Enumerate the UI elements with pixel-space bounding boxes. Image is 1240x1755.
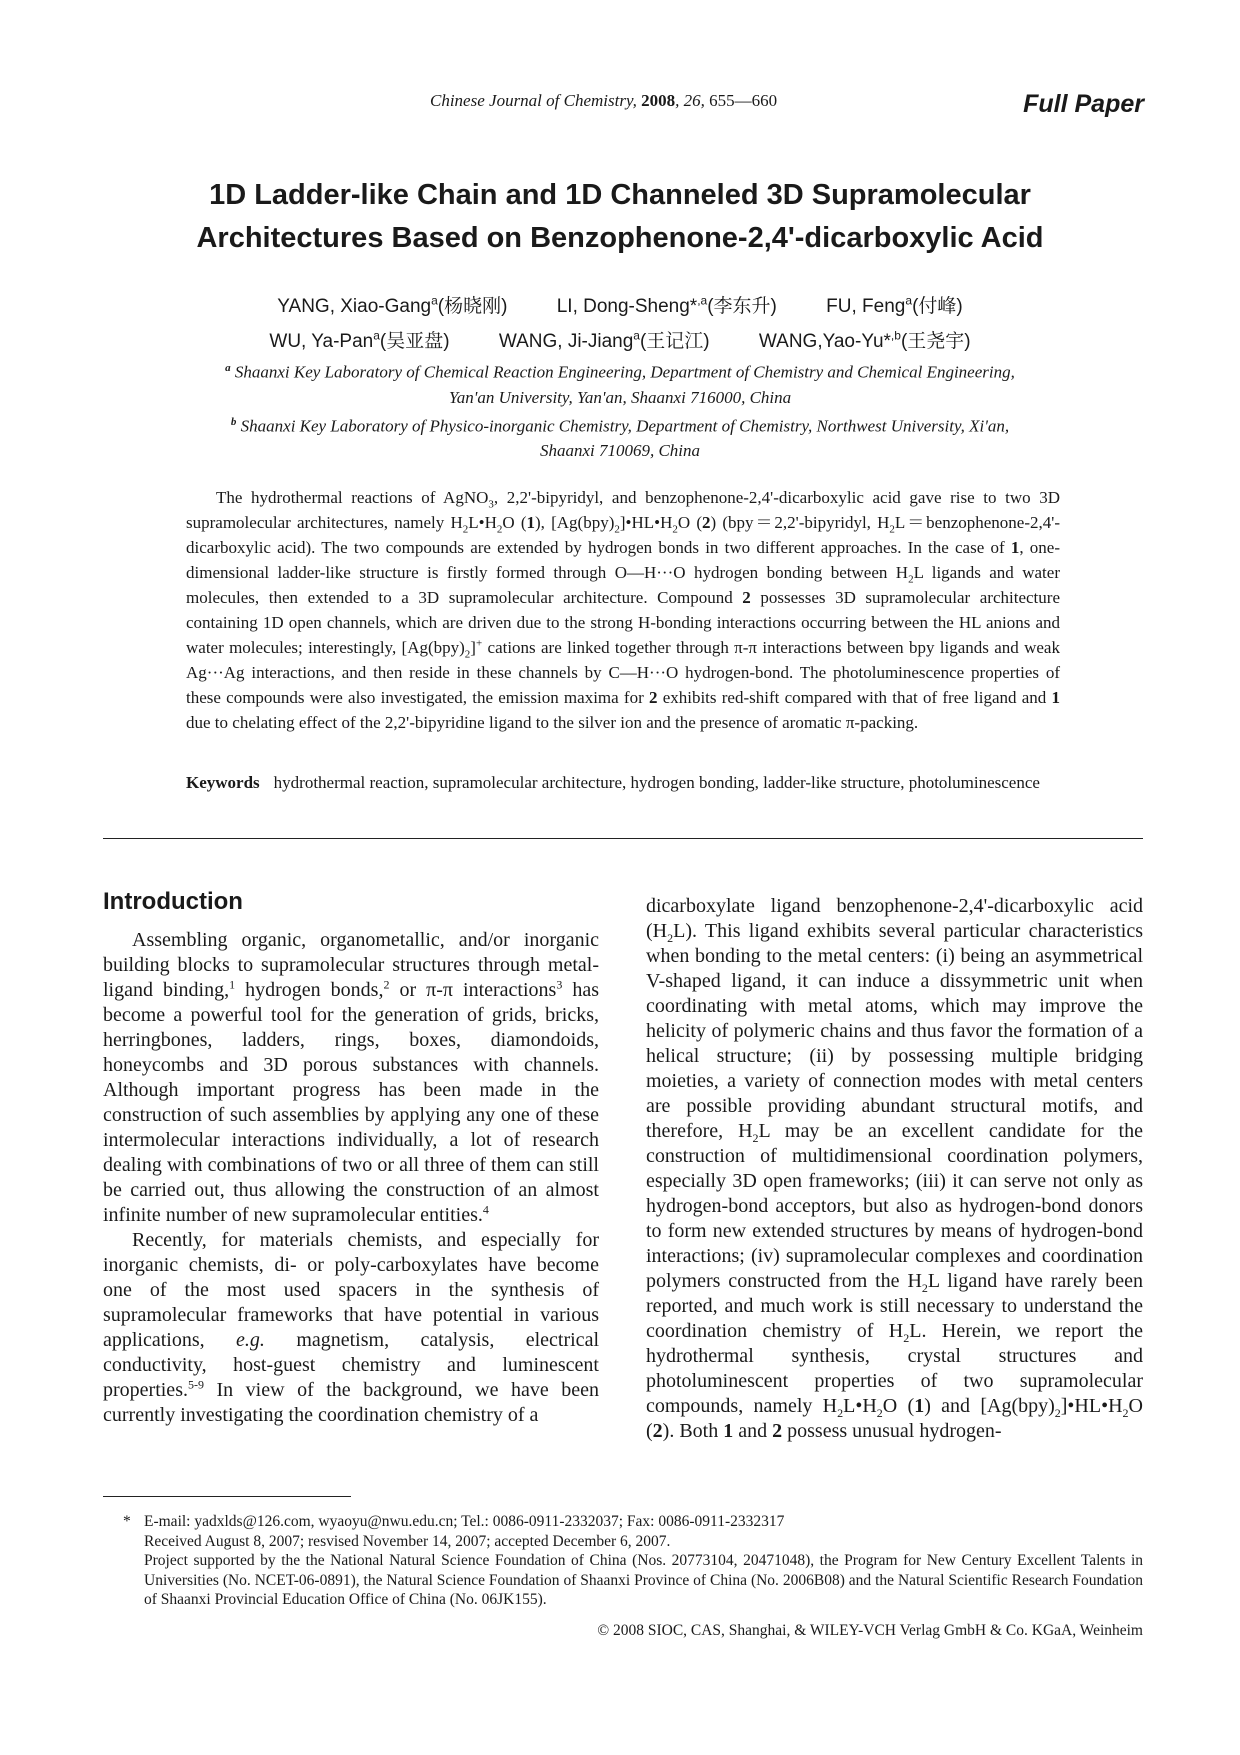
intro-paragraph-2: Recently, for materials chemists, and especially for inorganic chemists, di- or poly-carboxylates have become one of the most used spacers in the synthesis of supramolecular frameworks that have potential in various applications, e.g. magnetism, catalysis, electrical conductivity, host-guest chemistry and luminescent properties.$^{5-9}$ In view of the background, we have been currently investigating the coordination chemistry of a — [103, 1229, 599, 1426]
intro-paragraph-3: dicarboxylate ligand benzophenone-2,4'-dicarboxylic acid $(H_2L)$. This ligand exhibits several particular characteristics when bonding to the metal centers: (i) being an asymmetrical V-shaped ligand, it can induce a dissymmetric unit when coordinating with metal atoms, which may improve the helicity of polymeric chains and thus favor the formation of a helical structure; (ii) by possessing multiple bridging moieties, a variety of connection modes with metal centers are possible providing abundant structural motifs, and therefore, $H_2L$ may be an excellent candidate for the construction of multidimensional coordination polymers, especially 3D open frameworks; (iii) it can serve not only as hydrogen-bond acceptors, but also as hydrogen-bond donors to form new extended structures by means of hydrogen-bond interactions; (iv) supramolecular complexes and coordination polymers constructed from the $H_2L$ ligand have rarely been reported, and much work is still necessary to understand the coordination chemistry of $H_2L$. Herein, we report the hydrothermal synthesis, crystal structures and photoluminescent properties of two supramolecular compounds, namely $H_2L•H_2O$ (1) and $[Ag(bpy)_2]•HL•H_2O$ (2). Both 1 and 2 possess unusual hydrogen- — [646, 895, 1144, 1442]
author: WU, Ya-Pan$^a$(吴亚盘) — [269, 328, 450, 352]
affiliation-b: $^b$ Shaanxi Key Laboratory of Physico-inorganic Chemistry, Department of Chemistry, Northwest University, Xi'an, Shaanxi 710069, China — [230, 415, 1010, 461]
paper-title — [120, 174, 1120, 260]
keywords-label: Keywords — [186, 773, 260, 792]
section-divider — [103, 838, 1143, 839]
footnote-contact: * E-mail: yadxlds@126.com, wyaoyu@nwu.edu.cn; Tel.: 0086-0911-2332037; Fax: 0086-0911-2332317 — [123, 1513, 785, 1530]
journal-name: Chinese Journal of Chemistry, — [430, 91, 637, 110]
author-list — [120, 287, 1120, 356]
title-line-2: Architectures Based on Benzophenone-2,4'-dicarboxylic Acid — [196, 222, 1044, 254]
copyright: © 2008 SIOC, CAS, Shanghai, & WILEY-VCH Verlag GmbH & Co. KGaA, Weinheim — [597, 1622, 1143, 1639]
keywords — [186, 770, 1060, 795]
keywords-text: hydrothermal reaction, supramolecular architecture, hydrogen bonding, ladder-like structure, photoluminescence — [273, 773, 1040, 792]
intro-right-column — [646, 894, 1143, 1444]
journal-volume: 26, — [683, 91, 705, 110]
journal-citation: Chinese Journal of Chemistry, 2008, 26, 655—660 — [430, 91, 778, 110]
author-row-1 — [120, 287, 1120, 321]
affiliations — [150, 356, 1090, 463]
author: WANG, Ji-Jiang$^a$(王记江) — [498, 328, 710, 352]
author: WANG,Yao-Yu*$^{,b}$(王尧宇) — [758, 328, 971, 352]
footnote-funding: Project supported by the the National Natural Science Foundation of China (Nos. 20773104, 20471048), the Program for New Century Excellent Talents in Universities (No. NCET-06-0891), the Natural Science Foundation of Shaanxi Province of China (No. 2006B08) and the Natural Scientific Research Foundation of Shaanxi Provincial Education Office of China (No. 06JK155). — [144, 1552, 1143, 1608]
title-line-1: 1D Ladder-like Chain and 1D Channeled 3D Supramolecular — [209, 179, 1031, 211]
footnote-received: Received August 8, 2007; resvised November 14, 2007; accepted December 6, 2007. — [144, 1532, 671, 1550]
journal-year: 2008 — [641, 91, 676, 110]
article-type: Full Paper — [1023, 90, 1144, 118]
footnote-rule — [103, 1496, 351, 1497]
footnotes — [120, 1512, 1143, 1610]
intro-paragraph-1: Assembling organic, organometallic, and/or inorganic building blocks to supramolecular structures through metal-ligand binding,$^1$ hydrogen bonds,$^2$ or π-π interactions$^3$ has become a powerful tool for the generation of grids, bricks, herringbones, ladders, rings, boxes, diamondoids, honeycombs and 3D porous substances with channels. Although important progress has been made in the construction of such assemblies by applying any one of these intermolecular interactions individually, a lot of research dealing with combinations of two or all three of them can still be carried out, thus allowing the construction of an almost infinite number of new supramolecular entities.$^4$ — [103, 929, 599, 1226]
author-row-2 — [120, 321, 1120, 355]
author: FU, Feng$^a$(付峰) — [826, 294, 963, 318]
intro-left-column — [103, 928, 599, 1428]
author: LI, Dong-Sheng*$^{,a}$(李东升) — [556, 294, 777, 318]
abstract-text: The hydrothermal reactions of AgNO$_3$, 2,2'-bipyridyl, and benzophenone-2,4'-dicarboxylic acid gave rise to two 3D supramolecular architectures, namely $H_2L•H_2O$ (1), $[Ag(bpy)_2]•HL•H_2O$ (2) (bpy＝2,2'-bipyridyl, $H_2L=benzophenone-2,4'$-dicarboxylic acid). The two compounds are extended by hydrogen bonds in two different approaches. In the case of 1, one-dimensional ladder-like structure is firstly formed through O—H···O hydrogen bonding between $H_2L$ ligands and water molecules, then extended to a 3D supramolecular architecture. Compound 2 possesses 3D supramolecular architecture containing 1D open channels, which are driven due to the strong H-bonding interactions occurring between the HL anions and water molecules; interestingly, $[Ag(bpy)_2]^+$ cations are linked together through π-π interactions between bpy ligands and weak Ag···Ag interactions, and then reside in these channels by C—H···O hydrogen-bond. The photoluminescence properties of these compounds were also investigated, the emission maxima for 2 exhibits red-shift compared with that of free ligand and 1 due to chelating effect of the 2,2'-bipyridine ligand to the silver ion and the presence of aromatic π-packing. — [186, 488, 1060, 732]
abstract — [186, 485, 1060, 735]
author: YANG, Xiao-Gang$^a$(杨晓刚) — [277, 294, 508, 318]
journal-pages: 655—660 — [709, 91, 778, 110]
affiliation-a: $^a$ Shaanxi Key Laboratory of Chemical Reaction Engineering, Department of Chemistry and Chemical Engineering, Yan'an University, Yan'an, Shaanxi 716000, China — [225, 362, 1015, 407]
section-heading-introduction: Introduction — [103, 888, 243, 915]
